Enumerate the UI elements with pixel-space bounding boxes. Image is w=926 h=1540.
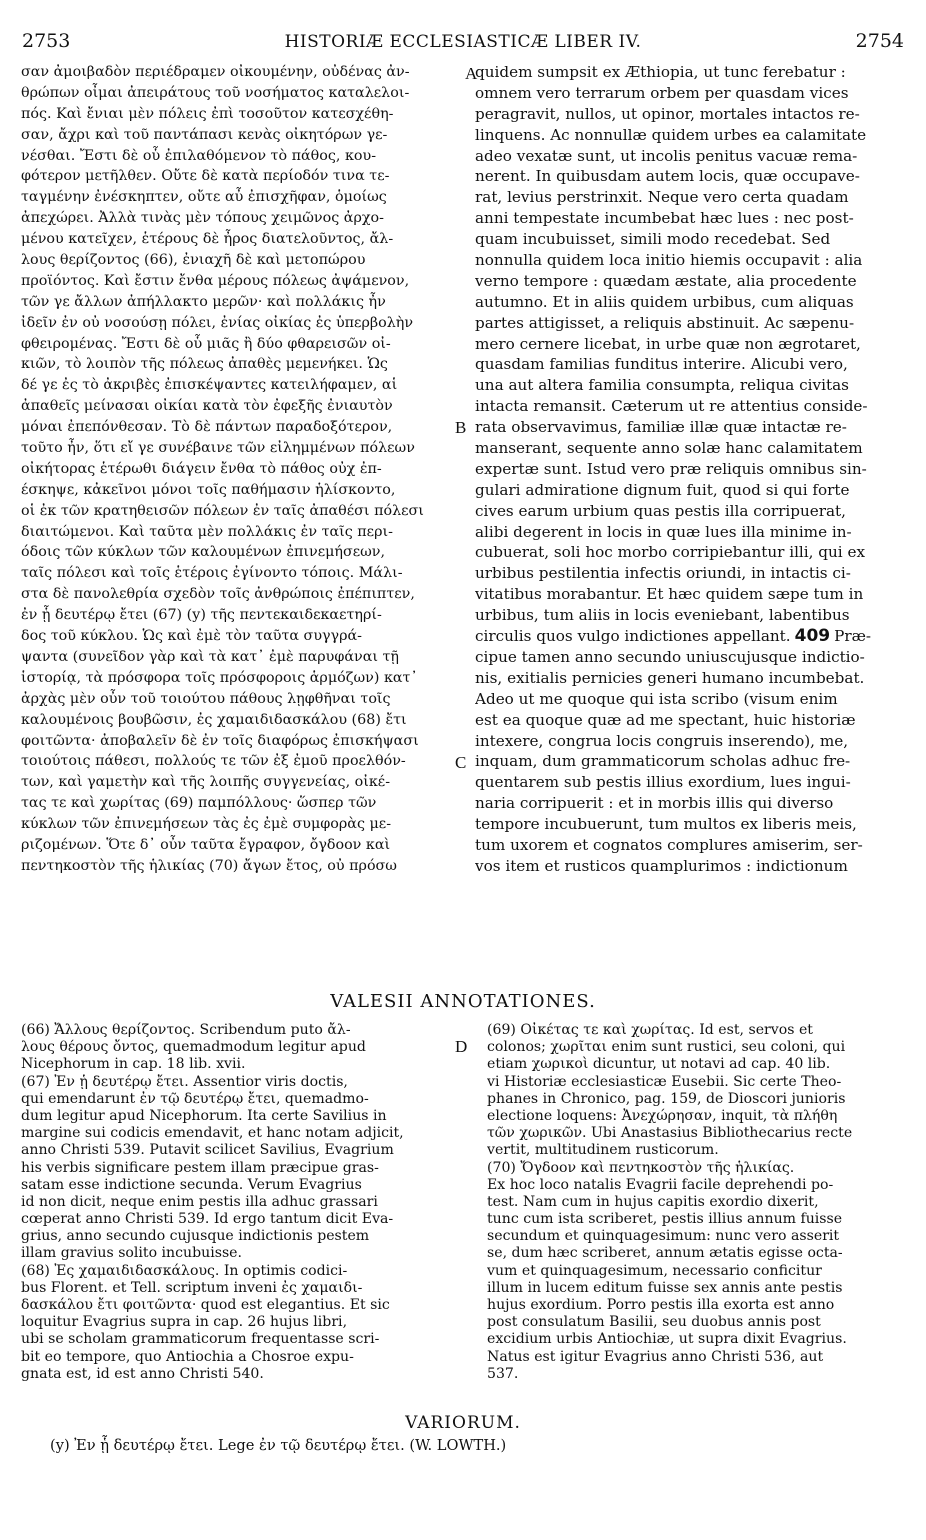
annotation-line: (68) Ἐς χαμαιδιδασκάλους. In optimis codici- [21, 1262, 348, 1279]
latin-text-line: expertæ sunt. Istud vero præ reliquis omnibus sin- [475, 459, 867, 478]
greek-text-line: δέ γε ἐς τὸ ἀκριβὲς ἐπισκέψαντες κατειλήφαμεν, αἱ [21, 377, 398, 394]
latin-text-line: verno tempore : quædam æstate, alia procedente [475, 271, 857, 290]
greek-text-line: ριζομένων. Ὅτε δ᾿ οὖν ταῦτα ἔγραφον, ὄγδοον καὶ [21, 836, 391, 853]
annotation-line: dum legitur apud Nicephorum. Ita certe Savilius in [21, 1107, 387, 1124]
annotation-line: illam gravius solito incubuisse. [21, 1245, 242, 1262]
latin-text-line: peragravit, nullos, ut opinor, mortales intactos re- [475, 104, 860, 123]
annotation-line: satam esse indictione secunda. Verum Evagrius [21, 1176, 362, 1193]
latin-text-line: rat, levius perstrinxit. Neque vero certa quadam [475, 188, 849, 207]
latin-text-line: adeo vexatæ sunt, ut incolis penitus vacuæ rema- [475, 146, 858, 165]
latin-text-line: alibi degerent in locis in quæ lues illa minime in- [475, 522, 852, 541]
greek-text-line: φοιτῶντα· ἀποβαλεῖν δὲ ἐν τοῖς διαφόρως ἐπισκήψασι [21, 732, 419, 749]
greek-text-line: μένου κατεῖχεν, ἑτέρους δὲ ἦρος διατελοῦντος, ἄλ- [21, 231, 394, 248]
greek-text-line: ἀπαθεῖς μείνασαι οἰκίαι κατὰ τὸν ἐφεξῆς ἐνιαυτὸν [21, 398, 393, 415]
running-title: HISTORIÆ ECCLESIASTICÆ LIBER IV. [284, 32, 642, 52]
latin-text-line: tum uxorem et cognatos complures amiserim, ser- [475, 835, 863, 854]
latin-text-line: vitatibus morabantur. Et hæc quidem sæpe tum in [475, 585, 864, 604]
latin-text-line: Adeo ut me quoque qui ista scribo (visum enim [475, 689, 838, 708]
greek-text-line: καλουμένοις βουβῶσιν, ἐς χαμαιδιδασκάλου (68) ἔτι [21, 711, 407, 728]
latin-text-line-text: circulis quos vulgo indictiones appellant. [475, 627, 791, 646]
greek-text-line: κύκλων τῶν ἐπινεμήσεων τὰς ἐς ἐμὲ συμφορὰς με- [21, 816, 392, 833]
latin-text-line: partes attigisset, a reliquis abstinuit. Ac sæpenu- [475, 313, 855, 332]
latin-text-line: cubuerat, soli hoc morbo corripiebantur illi, qui ex [475, 543, 866, 562]
latin-text-line: nis, exitialis pernicies generi humano incumbebat. [475, 668, 865, 687]
latin-text-line: intacta remansit. Cæterum ut re attentius conside- [475, 397, 868, 416]
greek-text-line: τοῦτο ἦν, ὅτι εἴ γε συνέβαινε τῶν εἰλημμένων πόλεων [21, 440, 415, 457]
annotation-line: vi Historiæ ecclesiasticæ Eusebii. Sic certe Theo- [487, 1073, 842, 1090]
greek-text-line: μόναι ἐπεπόνθεσαν. Τὸ δὲ πάντων παραδοξότερον, [21, 419, 393, 436]
latin-text-line: autumno. Et in aliis quidem urbibus, cum aliquas [475, 292, 854, 311]
latin-text-line: est ea quoque quæ ad me spectant, huic historiæ [475, 710, 856, 729]
greek-text-line: πεντηκοστὸν τῆς ἡλικίας (70) ἄγων ἔτος, οὐ πρόσω [21, 857, 397, 874]
latin-text-line: nonnulla quidem loca initio hiemis occupavit : alia [475, 251, 863, 270]
annotation-line: cœperat anno Christi 539. Id ergo tantum dicit Eva- [21, 1211, 394, 1228]
greek-text-line: ἀπεχώρει. Ἀλλὰ τινὰς μὲν τόπους χειμῶνος ἀρχο- [21, 210, 384, 227]
annotation-line: (67) Ἐν ᾗ δευτέρῳ ἔτει. Assentior viris doctis, [21, 1073, 348, 1090]
greek-text-line: διαιτώμενοι. Καὶ ταῦτα μὲν πολλάκις ἐν ταῖς περι- [21, 523, 393, 540]
greek-text-line: προϊόντος. Καὶ ἔστιν ἔνθα μέρους πόλεως ἀψάμενον, [21, 272, 410, 289]
annotation-line: etiam χωρικοὶ dicuntur, ut notavi ad cap. 40 lib. [487, 1056, 831, 1073]
greek-text-line: ψαντα (συνεῖδον γὰρ καὶ τὰ κατ᾿ ἐμὲ παρυφάναι τῇ [21, 648, 400, 665]
annotation-line: δασκάλου ἔτι φοιτῶντα· quod est elegantius. Et sic [21, 1297, 390, 1313]
annotation-line: bus Florent. et Tell. scriptum inveni ἐς χαμαιδι- [21, 1279, 363, 1296]
page-number-left: 2753 [22, 30, 71, 52]
annotation-line: id non dicit, neque enim pestis illa adhuc grassari [21, 1193, 378, 1210]
latin-text-line: una aut altera familia consumpta, reliqua civitas [475, 376, 849, 395]
greek-text-line: λους θερίζοντος (66), ἐνιαχῆ δὲ καὶ μετοπώρου [21, 252, 366, 269]
greek-text-line: ἱστορίᾳ, τὰ πρόσφορα τοῖς πρόσφοροις ἁρμόζων) κατ᾿ [21, 669, 418, 686]
margin-letter-d: D [455, 1037, 468, 1056]
latin-text-line: anni tempestate incumbebat hæc lues : nec post- [475, 209, 854, 228]
annotation-line: (70) Ὄγδοον καὶ πεντηκοστὸν τῆς ἡλικίας. [487, 1159, 795, 1176]
latin-text-line: nerent. In quibusdam autem locis, quæ occupave- [475, 167, 860, 186]
annotation-line: vertit, multitudinem rusticorum. [487, 1142, 719, 1159]
greek-text-line: των, καὶ γαμετὴν καὶ τῆς λοιπῆς συγγενείας, οἰκέ- [21, 774, 391, 791]
annotation-line: bit eo tempore, quo Antiochia a Chosroe expu- [21, 1348, 354, 1365]
annotation-line: excidium urbis Antiochiæ, ut supra dixit Evagrius. [487, 1331, 847, 1348]
greek-text-line: ἰδεῖν ἐν οὐ νοσούσῃ πόλει, ἐνίας οἰκίας ἐς ὑπερβολὴν [21, 314, 414, 331]
margin-letter-a: A [465, 64, 478, 83]
greek-text-line: οἱ ἐκ τῶν κρατηθεισῶν πόλεων ἐν ταῖς ἀπαθέσι πόλεσι [21, 502, 424, 519]
annotation-line: (69) Οἰκέτας τε καὶ χωρίτας. Id est, servos et [487, 1022, 813, 1038]
greek-text-line: κιῶν, τὸ λοιπὸν τῆς πόλεως ἀπαθὲς μεμενήκει. Ὡς [21, 356, 388, 373]
latin-text-line: quam incubuisset, simili modo recedebat. Sed [475, 230, 831, 249]
greek-text-line: ταῖς πόλεσι καὶ τοῖς ἑτέροις ἐγίνοντο τόποις. Μάλι- [21, 565, 403, 582]
variorum-note: (y) Ἐν ᾗ δευτέρῳ ἔτει. Lege ἐν τῷ δευτέρῳ ἔτει. (W. LOWTH.) [50, 1437, 507, 1454]
annotation-line: se, dum hæc scriberet, annum ætatis egisse octa- [487, 1245, 843, 1262]
greek-text-line: έσκηψε, κἀκεῖνοι μόνοι τοῖς παθήμασιν ἡλίσκοντο, [21, 481, 396, 498]
annotation-line: (66) Ἄλλους θερίζοντος. Scribendum puto ἄλ- [21, 1022, 351, 1038]
annotation-line: tunc cum ista scriberet, pestis illius annum fuisse [487, 1211, 843, 1228]
latin-text-line: cives earum urbium quas pestis illa corripuerat, [475, 501, 846, 520]
variorum-title: VARIORUM. [405, 1413, 521, 1433]
greek-text-line: τῶν γε ἄλλων ἀπήλλακτο μερῶν· καὶ πολλάκις ἦν [21, 293, 386, 310]
greek-text-line: οἰκήτορας ἑτέρωθι διάγειν ἔνθα τὸ πάθος οὐχ ἐπ- [21, 460, 382, 477]
annotation-line: vum et quinquagesimum, necessario conficitur [487, 1262, 822, 1279]
annotation-line: electione loquens: Ἀνεχώρησαν, inquit, τὰ πλήθη [487, 1107, 838, 1124]
annotations-title: VALESII ANNOTATIONES. [330, 991, 596, 1012]
latin-text-line: quasdam familias funditus interire. Alicubi vero, [475, 355, 848, 374]
annotation-line: ubi se scholam grammaticorum frequentasse scri- [21, 1331, 380, 1348]
greek-text-line: νέσθαι. Ἔστι δὲ οὗ ἐπιλαθόμενον τὸ πάθος, κου- [21, 147, 377, 164]
column-marker: 409 [794, 626, 831, 647]
annotation-line: post consulatum Basilii, seu duobus annis post [487, 1314, 821, 1331]
annotation-line: illum in lucem editum fuisse sex annis ante pestis [487, 1279, 843, 1296]
latin-text-line: cipue tamen anno secundo uniuscujusque indictio- [475, 647, 865, 666]
latin-text-line: linquens. Ac nonnullæ quidem urbes ea calamitate [475, 125, 867, 144]
greek-text-line: σαν, ἄχρι καὶ τοῦ παντάπασι κενὰς οἰκητόρων γε- [21, 126, 388, 143]
latin-text-line: gulari admiratione dignum fuit, quod si qui forte [475, 480, 850, 499]
latin-text-line: inquam, dum grammaticorum scholas adhuc fre- [475, 752, 851, 771]
latin-text-line: omnem vero terrarum orbem per quasdam vices [475, 83, 849, 102]
greek-text-line: ταγμένην ἐνέσκηπτεν, οὔτε αὖ ἐπισχῆφαν, ὁμοίως [21, 189, 387, 206]
greek-text-line: όδοις τῶν κύκλων τῶν καλουμένων ἐπινεμήσεων, [21, 544, 386, 561]
page-number-right: 2754 [855, 30, 904, 52]
annotation-line: τῶν χωρικῶν. Ubi Anastasius Bibliothecarius recte [487, 1125, 853, 1142]
annotation-line: phanes in Chronico, pag. 159, de Dioscori junioris [487, 1090, 846, 1107]
annotation-line: Nicephorum in cap. 18 lib. xvii. [21, 1056, 246, 1073]
latin-text-line: intexere, congrua locis congruis inserendo), me, [475, 731, 849, 750]
greek-text-line: σαν ἀμοιβαδὸν περιέδραμεν οἰκουμένην, οὐδένας ἀν- [21, 64, 410, 80]
greek-text-line: στα δὲ πανολεθρία σχεδὸν τοῖς ἀνθρώποις ἐπέπιπτεν, [21, 586, 415, 603]
latin-text-line: tempore incubuerunt, tum multos ex liberis meis, [475, 815, 857, 834]
greek-text-line: ἐν ᾗ δευτέρῳ ἔτει (67) (y) τῆς πεντεκαιδεκαετηρί- [21, 607, 382, 624]
latin-text-line: mero cernere licebat, in urbe quæ non ægrotaret, [475, 334, 861, 353]
annotation-line: loquitur Evagrius supra in cap. 26 hujus libri, [21, 1314, 348, 1331]
latin-text-line: urbibus, tum aliis in locis eveniebant, labentibus [475, 606, 850, 625]
latin-line-continuation: Præ- [834, 627, 872, 646]
annotation-line: secundum et quinquagesimum: nunc vero asserit [487, 1228, 840, 1245]
latin-text-column [475, 62, 905, 877]
greek-text-line: τοιούτοις πάθεσι, πολλούς τε τῶν ἐξ ἐμοῦ προελθόν- [21, 753, 406, 770]
greek-text-line: ἀρχὰς μὲν οὖν τοῦ τοιούτου πάθους λῃφθῆναι τοῖς [21, 690, 391, 707]
latin-text-line: rata observavimus, familiæ illæ quæ intactæ re- [475, 418, 847, 437]
annotation-line: Ex hoc loco natalis Evagrii facile deprehendi po- [487, 1176, 834, 1193]
greek-text-line: τας τε καὶ χωρίτας (69) παμπόλλους· ὥσπερ τῶν [21, 795, 377, 812]
annotation-line: gnata est, id est anno Christi 540. [21, 1365, 264, 1382]
annotation-line: anno Christi 539. Putavit scilicet Savilius, Evagrium [21, 1142, 394, 1159]
greek-text-column [21, 62, 466, 877]
latin-text-line: urbibus pestilentia infectis oriundi, in intactis ci- [475, 564, 851, 583]
greek-text-line: φότερον μετῆλθεν. Οὔτε δὲ κατὰ περίοδόν τινα τε- [21, 168, 390, 185]
greek-text-line: θρώπων οἶμαι ἀπειράτους τοῦ νοσήματος καταλελοι- [21, 84, 410, 101]
annotation-line: colonos; χωρῖται enim sunt rustici, seu coloni, qui [487, 1039, 846, 1056]
latin-text-line: naria corripuerit : et in morbis illis qui diverso [475, 794, 834, 813]
annotation-line: 537. [487, 1365, 519, 1382]
margin-letter-c: C [455, 753, 467, 772]
annotation-line: grius, anno secundo cujusque indictionis pestem [21, 1228, 370, 1245]
annotations-left-column [21, 1022, 461, 1383]
annotation-line: qui emendarunt ἐν τῷ δευτέρῳ ἔτει, quemadmo- [21, 1090, 369, 1107]
greek-text-line: πός. Καὶ ἔνιαι μὲν πόλεις ἐπὶ τοσοῦτον κατεσχέθη- [21, 105, 394, 122]
annotation-line: Natus est igitur Evagrius anno Christi 536, aut [487, 1348, 824, 1365]
page-header [22, 30, 904, 58]
annotation-line: λους θέρους ὄντος, quemadmodum legitur apud [21, 1039, 366, 1056]
greek-text-line: δος τοῦ κύκλου. Ὡς καὶ ἐμὲ τὸν ταῦτα συγγρά- [21, 628, 362, 645]
latin-text-line: quidem sumpsit ex Æthiopia, ut tunc ferebatur : [475, 63, 846, 81]
annotation-line: his verbis significare pestem illam præcipue gras- [21, 1159, 379, 1176]
latin-text-line: manserant, sequente anno solæ hanc calamitatem [475, 439, 863, 458]
latin-text-line: quentarem sub pestis illius exordium, lues ingui- [475, 773, 851, 792]
margin-letter-b: B [455, 418, 467, 437]
latin-text-line [475, 626, 905, 647]
annotation-line: hujus exordium. Porro pestis illa exorta est anno [487, 1297, 835, 1313]
greek-text-line: φθειρομένας. Ἔστι δὲ οὗ μιᾶς ἢ δύο φθαρεισῶν οἰ- [21, 335, 391, 352]
annotations-right-column [487, 1022, 907, 1383]
annotation-line: test. Nam cum in hujus capitis exordio dixerit, [487, 1193, 819, 1210]
latin-text-line: vos item et rusticos quamplurimos : indictionum [475, 856, 848, 875]
annotation-line: margine sui codicis emendavit, et hanc notam adjicit, [21, 1125, 404, 1142]
